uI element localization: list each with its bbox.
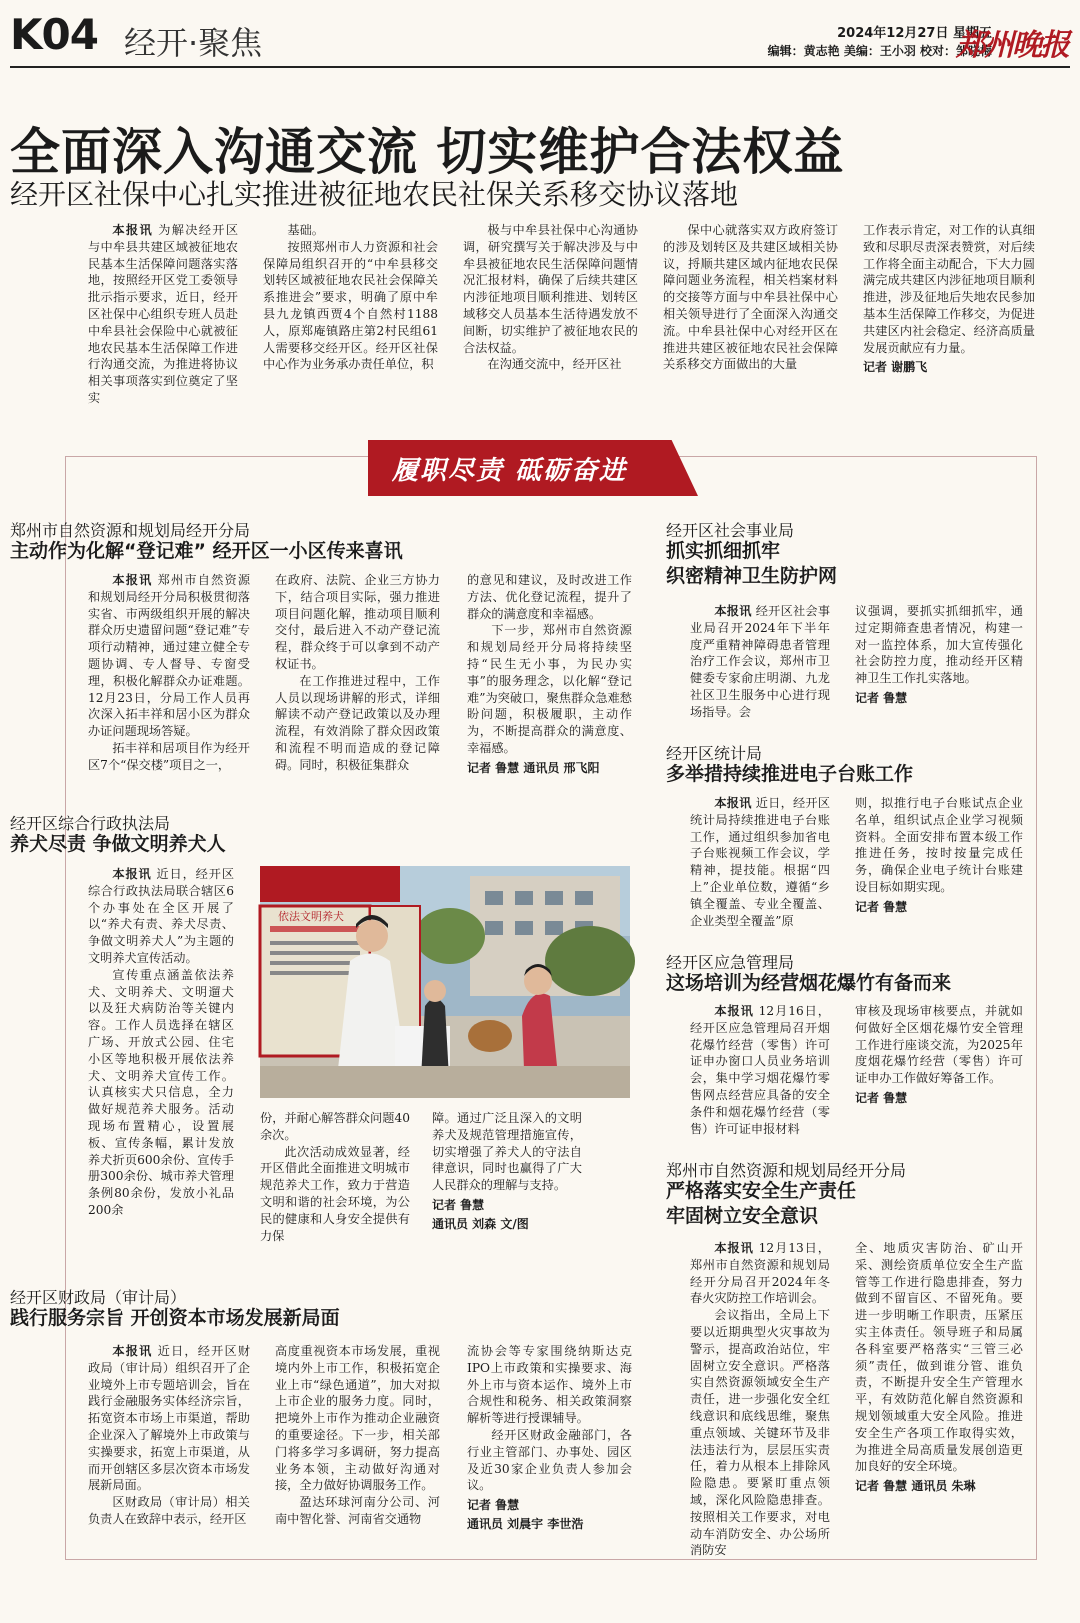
header-rule (10, 66, 1070, 68)
article6-text-1: 12月13日，郑州市自然资源和规划局经开分局召开2024年冬春火灾防控工作培训会。 (690, 1241, 830, 1306)
photo-illustration (260, 866, 630, 1098)
article7-text-3: 流协会等专家围绕纳斯达克IPO上市政策和实操要求、海外上市与资本运作、境外上市合规性和税务、相关政策洞察解析等进行授课辅导。 经开区财政金融部门，各行业主管部门、办事处、园区及近30家企业负责人参加会议。 (467, 1344, 632, 1493)
article1-column-3 (467, 572, 632, 775)
article7-text-2: 高度重视资本市场发展，重视境内外上市工作，积极拓宽企业上市“绿色通道”，加大对拟上市企业的服务力度。同时，把境外上市作为推动企业融资的重要途径。下一步，相关部门将多学习多调研，努力提高业务本领，主动做好沟通对接，全力做好协调服务工作。 盈达环球河南分公司、河南中智化誉、河南省交通物 (275, 1344, 440, 1526)
article7-text-1: 近日，经开区财政局（审计局）组织召开了企业境外上市专题培训会，旨在践行金融服务实体经济宗旨，拓宽资本市场上市渠道，帮助企业深入了解境外上市政策与实操要求，拓宽上市渠道，从而开创辖区多层次资本市场发展新局面。 (88, 1344, 251, 1493)
article1-label: 本报讯 (112, 573, 153, 587)
article6-kicker: 郑州市自然资源和规划局经开分局 (666, 1161, 907, 1180)
editor-credits: 编辑：黄志艳 美编：王小羽 校对：邹晓梅 (767, 44, 992, 58)
dog-campaign-photo (260, 866, 630, 1098)
article5-label: 本报讯 (714, 1004, 754, 1018)
article7-column-1 (88, 1343, 250, 1543)
lead-subheadline: 经开区社保中心扎实推进被征地农民社保关系移交协议落地 (10, 178, 739, 211)
article6-byline: 记者 鲁慧 通讯员 朱琳 (855, 1479, 976, 1494)
lead-label: 本报讯 (112, 223, 153, 237)
article7-column-3 (467, 1343, 632, 1543)
section-title: 经开·聚焦 (124, 24, 263, 62)
article7-label: 本报讯 (112, 1344, 153, 1358)
article2-column-1 (690, 603, 831, 719)
article5-column-2 (855, 1003, 1023, 1125)
article4-text-1b: 宣传重点涵盖依法养犬、文明养犬、文明遛犬以及狂犬病防治等关键内容。工作人员选择在辖区广场、开放式公园、住宅小区等地积极开展依法养犬、文明养犬宣传工作。认真核实犬只信息，全力做好规范养犬服务。活动现场布置精心，设置展板、宣传条幅，累计发放养犬折页600余份、宣传手册300余份、城市养犬管理条例80余份，发放小礼品200余 (88, 967, 234, 1217)
article6-text-2: 全、地质灾害防治、矿山开采、测绘资质单位安全生产监管等工作进行隐患排查，努力做到不留盲区、不留死角。要进一步明晰工作职责，压紧压实主体责任。领导班子和局属各科室要严格落实“三管三必须”责任，做到谁分管、谁负责，不断提升安全生产管理水平，有效防范化解自然资源和规划领域重大安全风险。推进安全生产各项工作取得实效，为推进全局高质量发展创造更加良好的安全环境。 (855, 1241, 1023, 1474)
article4-text-2: 份，并耐心解答群众问题40余次。 此次活动成效显著，经开区借此全面推进文明城市规范养犬工作，致力于营造文明和谐的社会环境，为公民的健康和人身安全提供有力保 (260, 1111, 410, 1243)
article2-kicker: 经开区社会事业局 (666, 521, 795, 540)
article3-column-2 (855, 795, 1023, 920)
article1-text-3: 的意见和建议，及时改进工作方法、优化登记流程，提升了群众的满意度和幸福感。 下一步，郑州市自然资源和规划局经开分局将持续坚持“民生无小事，为民办实事”的服务理念，以化解“登记难”为突破口，聚焦群众急难愁盼问题，积极履职，主动作为，不断提高群众的满意度、幸福感。 (467, 573, 632, 755)
lead-text-5: 工作表示肯定，对工作的认真细致和尽职尽责深表赞赏，对后续工作将全面主动配合，下大力圆满完成共建区内涉征地项目顺利推进，涉及征地后失地农民参加基本生活保障工作移交，为促进共建区内社会稳定、经济高质量发展贡献应有力量。 (863, 223, 1035, 355)
article1-text-1b: 拓丰祥和居项目作为经开区7个“保交楼”项目之一， (88, 740, 250, 772)
article7-headline: 践行服务宗旨 开创资本市场发展新局面 (10, 1307, 340, 1329)
article6-label: 本报讯 (714, 1241, 754, 1255)
banner-text: 履职尽责 砥砺奋进 (392, 456, 628, 486)
article3-label: 本报讯 (714, 796, 752, 810)
article4-byline-2: 通讯员 刘森 文/图 (432, 1216, 529, 1231)
newspaper-logo: 郑州晚报 (956, 28, 1068, 63)
lead-column-1 (88, 222, 239, 405)
article2-headline-2: 织密精神卫生防护网 (666, 565, 838, 587)
article4-headline: 养犬尽责 争做文明养犬人 (10, 833, 226, 855)
article3-text-2: 则，拟推行电子台账试点企业名单，组织试点企业学习视频资料。全面安排布置本级工作推进任务，按时按量完成任务，确保企业电子统计台账建设目标如期实现。 (855, 796, 1023, 894)
article3-headline: 多举措持续推进电子台账工作 (666, 763, 914, 785)
article3-text-1: 近日，经开区统计局持续推进电子台账工作，通过组织参加省电子台账视频工作会议，学精神，提技能。根据“四上”企业单位数，遵循“乡镇全覆盖、专业全覆盖、企业类型全覆盖”原 (690, 796, 831, 928)
article2-text-2: 议强调，要抓实抓细抓牢，通过定期筛查患者情况，构建一对一监控体系，加大宣传强化社会防控力度，推动经开区精神卫生工作扎实落地。 (855, 604, 1023, 686)
article3-column-1 (690, 795, 831, 928)
article3-byline: 记者 鲁慧 (855, 899, 908, 914)
lead-column-3 (463, 222, 638, 397)
lead-text-2: 基础。 按照郑州市人力资源和社会保障局组织召开的“中牟县移交划转区域被征地农民社会保障关系推进会”要求，明确了原中牟县九龙镇西贾4个自然村1188人，原郑庵镇路庄第2村民组61人需要移交经开区。经开区社保中心作为业务承办责任单位，积 (263, 223, 438, 372)
article6-headline-1: 严格落实安全生产责任 (666, 1180, 857, 1202)
article4-column-3 (432, 1110, 582, 1251)
article1-column-1 (88, 572, 250, 772)
feature-banner (368, 440, 698, 496)
lead-text-1: 为解决经开区与中牟县共建区域被征地农民基本生活保障问题落实落地，按照经开区党工委领导批示指示要求，近日，经开区社保中心组织专班人员赴中牟县社会保险中心就被征地农民基本生活保障工作进行沟通交流，为推进将协议相关事项落实到位奠定了坚实 (88, 223, 239, 405)
article1-column-2 (275, 572, 440, 772)
lead-byline: 记者 谢鹏飞 (863, 360, 928, 375)
lead-column-5 (863, 222, 1035, 397)
article5-kicker: 经开区应急管理局 (666, 953, 795, 972)
article4-text-1: 近日，经开区综合行政执法局联合辖区6个办事处在全区开展了以“养犬有责、养犬尽责、争做文明养犬人”为主题的文明养犬宣传活动。 (88, 867, 235, 965)
article7-column-2 (275, 1343, 440, 1543)
article2-column-2 (855, 603, 1023, 711)
article6-headline-2: 牢固树立安全意识 (666, 1205, 819, 1227)
article2-label: 本报讯 (714, 604, 752, 618)
article1-headline: 主动作为化解“登记难” 经开区一小区传来喜讯 (10, 540, 403, 562)
article3-kicker: 经开区统计局 (666, 744, 763, 763)
article5-column-1 (690, 1003, 830, 1136)
lead-text-3: 极与中牟县社保中心沟通协调，研究撰写关于解决涉及与中牟县被征地农民生活保障问题情况汇报材料，确保了后续共建区内涉征地项目顺利推进、划转区域移交人员基本生活待遇发放不间断，切实维护了被征地农民的合法权益。 在沟通交流中，经开区社 (463, 223, 638, 372)
article7-byline-2: 通讯员 刘晨宇 李世浩 (467, 1517, 584, 1532)
article7-byline: 记者 鲁慧 (467, 1498, 520, 1513)
article7-kicker: 经开区财政局（审计局） (10, 1288, 187, 1307)
article1-text-2: 在政府、法院、企业三方协力下，结合项目实际，强力推进项目问题化解，推动项目顺利交付，最后进入不动产登记流程，群众终于可以拿到不动产权证书。 在工作推进过程中，工作人员以现场讲解的形式，详细解读不动产登记政策以及办理流程，有效消除了群众因政策和流程不明而造成的登记障碍。同时，积极征集群众 (275, 573, 440, 772)
photo-sign-text: 依法文明养犬 (278, 910, 344, 923)
article4-column-2 (260, 1110, 410, 1251)
article4-text-3: 障。通过广泛且深入的文明养犬及规范管理措施宣传，切实增强了养犬人的守法自律意识，同时也赢得了广大人民群众的理解与支持。 (432, 1111, 582, 1193)
article5-headline: 这场培训为经营烟花爆竹有备而来 (666, 972, 952, 994)
article6-column-2 (855, 1240, 1023, 1536)
article2-text-1: 经开区社会事业局召开2024年下半年度严重精神障碍患者管理治疗工作会议，郑州市卫健委专家俞庄明湖、九龙社区卫生服务中心进行现场指导。会 (690, 604, 831, 719)
article1-byline: 记者 鲁慧 通讯员 邢飞阳 (467, 760, 600, 775)
article1-kicker: 郑州市自然资源和规划局经开分局 (10, 521, 251, 540)
article4-column-1 (88, 866, 234, 1251)
article4-label: 本报讯 (112, 867, 152, 881)
article6-column-1 (690, 1240, 830, 1558)
article7-text-1b: 区财政局（审计局）相关负责人在致辞中表示，经开区 (88, 1495, 250, 1526)
article1-text-1: 郑州市自然资源和规划局经开分局积极贯彻落实省、市两级组织开展的解决群众历史遗留问题“登记难”专项行动精神，通过建立健全专题协调、专人督导、专窗受理，积极化解群众办证难题。12月23日，分局工作人员再次深入拓丰祥和居小区为群众办证问题现场答疑。 (88, 573, 251, 739)
lead-text-4: 保中心就落实双方政府签订的涉及划转区及共建区域相关协议，捋顺共建区域内征地农民保障问题业务流程，相关档案材料的交接等方面与中牟县社保中心相关领导进行了全面深入沟通交流。中牟县社保中心对经开区在推进共建区被征地农民社会保障关系移交方面做出的大量 (663, 223, 838, 372)
article4-kicker: 经开区综合行政执法局 (10, 814, 171, 833)
article6-text-1b: 会议指出，全局上下要以近期典型火灾事故为警示，提高政治站位，牢固树立安全意识。严格落实自然资源领域安全生产责任，进一步强化安全红线意识和底线思维，聚焦重点领域、关键环节及非法违法行为，层层压实责任，着力从根本上排除风险隐患。要紧盯重点领域，深化风险隐患排查。按照相关工作要求，对电动车消防安全、办公场所消防安 (690, 1308, 830, 1558)
page-number: K04 (10, 10, 98, 59)
lead-column-2 (263, 222, 438, 397)
article5-text-1: 12月16日，经开区应急管理局召开烟花爆竹经营（零售）许可证申办窗口人员业务培训会，集中学习烟花爆竹零售网点经营应具备的安全条件和烟花爆竹经营（零售）许可证申报材料 (690, 1004, 830, 1136)
article5-byline: 记者 鲁慧 (855, 1090, 908, 1105)
article2-byline: 记者 鲁慧 (855, 690, 908, 705)
article4-byline: 记者 鲁慧 (432, 1197, 485, 1212)
article5-text-2: 审核及现场审核要点，并就如何做好全区烟花爆竹安全管理工作进行座谈交流，为2025年度烟花爆竹经营（零售）许可证申办工作做好筹备工作。 (855, 1004, 1023, 1086)
issue-date: 2024年12月27日 星期五 (837, 26, 992, 41)
article2-headline-1: 抓实抓细抓牢 (666, 540, 781, 562)
lead-headline: 全面深入沟通交流 切实维护合法权益 (10, 123, 845, 181)
lead-column-4 (663, 222, 838, 397)
